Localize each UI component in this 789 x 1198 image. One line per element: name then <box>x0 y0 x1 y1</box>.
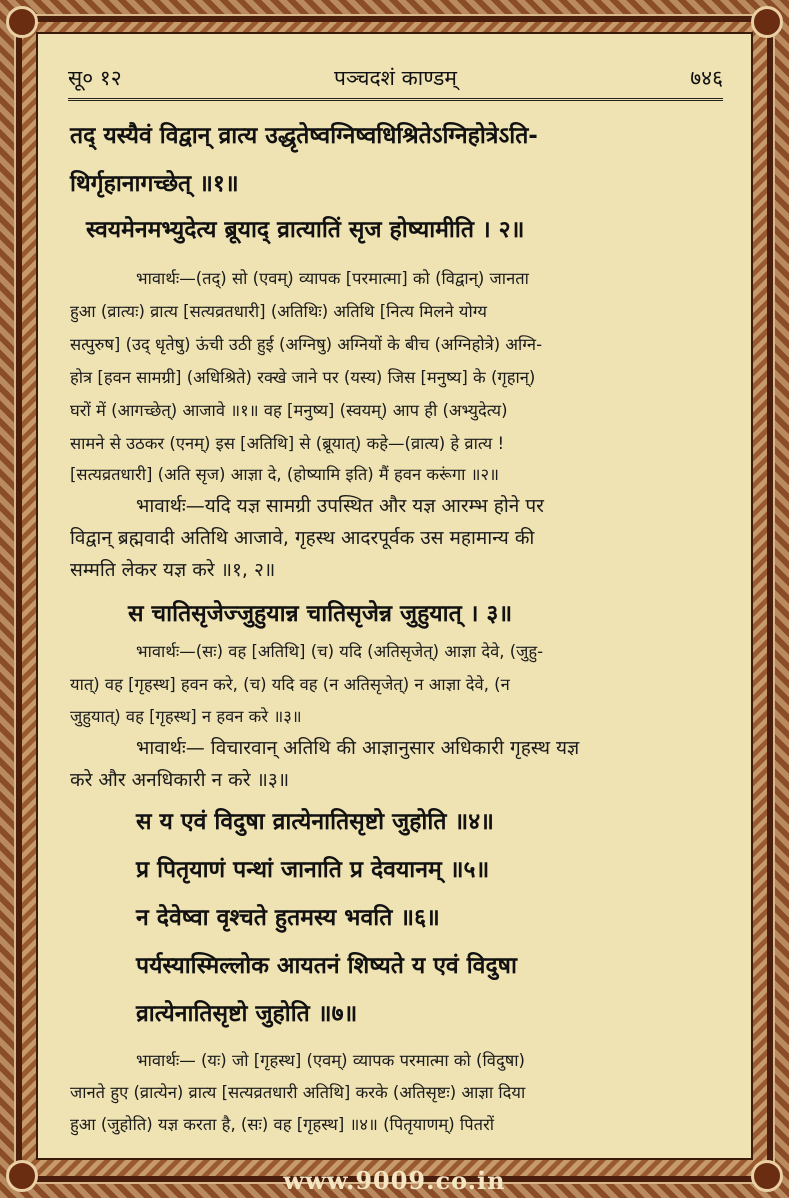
mantra-line: तद् यस्यैवं विद्वान् व्रात्य उद्धृतेष्वग्निष्वधिश्रितेऽग्निहोत्रेऽति- <box>70 123 538 149</box>
mantra-line: स्वयमेनमभ्युदेत्य ब्रूयाद् व्रात्यातिं सृज होष्यामीति । २॥ <box>86 217 525 243</box>
corner-ornament-icon <box>6 6 38 38</box>
corner-ornament-icon <box>751 6 783 38</box>
commentary-line: भावार्थः—(तद्) सो (एवम्) व्यापक [परमात्मा] को (विद्वान्) जानता <box>136 269 529 288</box>
commentary-line: होत्र [हवन सामग्री] (अधिश्रिते) रक्खे जाने पर (यस्य) जिस [मनुष्य] के (गृहान्) <box>70 368 536 387</box>
page-number: ७४६ <box>690 66 723 90</box>
commentary-line: हुआ (व्रात्यः) व्रात्य [सत्यव्रतधारी] (अतिथिः) अतिथि [नित्य मिलने योग्य <box>70 302 487 321</box>
summary-line: सम्मति लेकर यज्ञ करे ॥१, २॥ <box>70 559 276 581</box>
mantra-line: थिर्गृहानागच्छेत् ॥१॥ <box>70 171 239 197</box>
summary-line: विद्वान् ब्रह्मवादी अतिथि आजावे, गृहस्थ आदरपूर्वक उस महामान्य की <box>70 527 535 549</box>
summary-line: करे और अनधिकारी न करे ॥३॥ <box>70 769 290 791</box>
summary-line: भावार्थः— विचारवान् अतिथि की आज्ञानुसार अधिकारी गृहस्थ यज्ञ <box>136 737 580 759</box>
commentary-line: जानते हुए (व्रात्येन) व्रात्य [सत्यव्रतधारी अतिथि] करके (अतिसृष्टः) आज्ञा दिया <box>70 1083 526 1102</box>
commentary-line: यात्) वह [गृहस्थ] हवन करे, (च) यदि वह (न अतिसृजेत्) न आज्ञा देवे, (न <box>70 675 510 694</box>
mantra-line: स चातिसृजेज्जुहुयान्न चातिसृजेन्न जुहुयात् । ३॥ <box>128 601 513 627</box>
commentary-line: हुआ (जुहोति) यज्ञ करता है, (सः) वह [गृहस्थ] ॥४॥ (पितृयाणम्) पितरों <box>70 1115 494 1134</box>
commentary-line: भावार्थः—(सः) वह [अतिथि] (च) यदि (अतिसृजेत्) आज्ञा देवे, (जुहु- <box>136 642 544 661</box>
commentary-line: [सत्यव्रतधारी] (अति सृज) आज्ञा दे, (होष्यामि इति) मैं हवन करूंगा ॥२॥ <box>70 465 500 484</box>
mantra-line: व्रात्येनातिसृष्टो जुहोति ॥७॥ <box>136 1001 358 1027</box>
summary-line: भावार्थः—यदि यज्ञ सामग्री उपस्थित और यज्ञ आरम्भ होने पर <box>136 495 544 517</box>
website-watermark: www.9009.co.in <box>283 1166 506 1195</box>
mantra-line: प्र पितृयाणं पन्थां जानाति प्र देवयानम् ॥५॥ <box>136 857 490 883</box>
page-header <box>68 62 723 101</box>
commentary-line: सामने से उठकर (एनम्) इस [अतिथि] से (ब्रूयात्) कहे—(व्रात्य) हे व्रात्य ! <box>70 434 505 453</box>
mantra-line: पर्यस्यास्मिल्लोक आयतनं शिष्यते य एवं विदुषा <box>136 953 517 979</box>
page-paper <box>36 32 753 1160</box>
commentary-line: भावार्थः— (यः) जो [गृहस्थ] (एवम्) व्यापक परमात्मा को (विदुषा) <box>136 1051 525 1070</box>
kanda-title: पञ्चदशं काण्डम् <box>334 66 457 90</box>
mantra-line: न देवेष्वा वृश्चते हुतमस्य भवति ॥६॥ <box>136 905 440 931</box>
mantra-line: स य एवं विदुषा व्रात्येनातिसृष्टो जुहोति ॥४॥ <box>136 809 494 835</box>
sutra-number: सू० १२ <box>68 66 122 90</box>
commentary-line: जुहुयात्) वह [गृहस्थ] न हवन करे ॥३॥ <box>70 707 302 726</box>
commentary-line: सत्पुरुष] (उद् धृतेषु) ऊंची उठी हुई (अग्निषु) अग्नियों के बीच (अग्निहोत्रे) अग्नि- <box>70 335 543 354</box>
commentary-line: घरों में (आगच्छेत्) आजावे ॥१॥ वह [मनुष्य] (स्वयम्) आप ही (अभ्युदेत्य) <box>70 401 508 420</box>
